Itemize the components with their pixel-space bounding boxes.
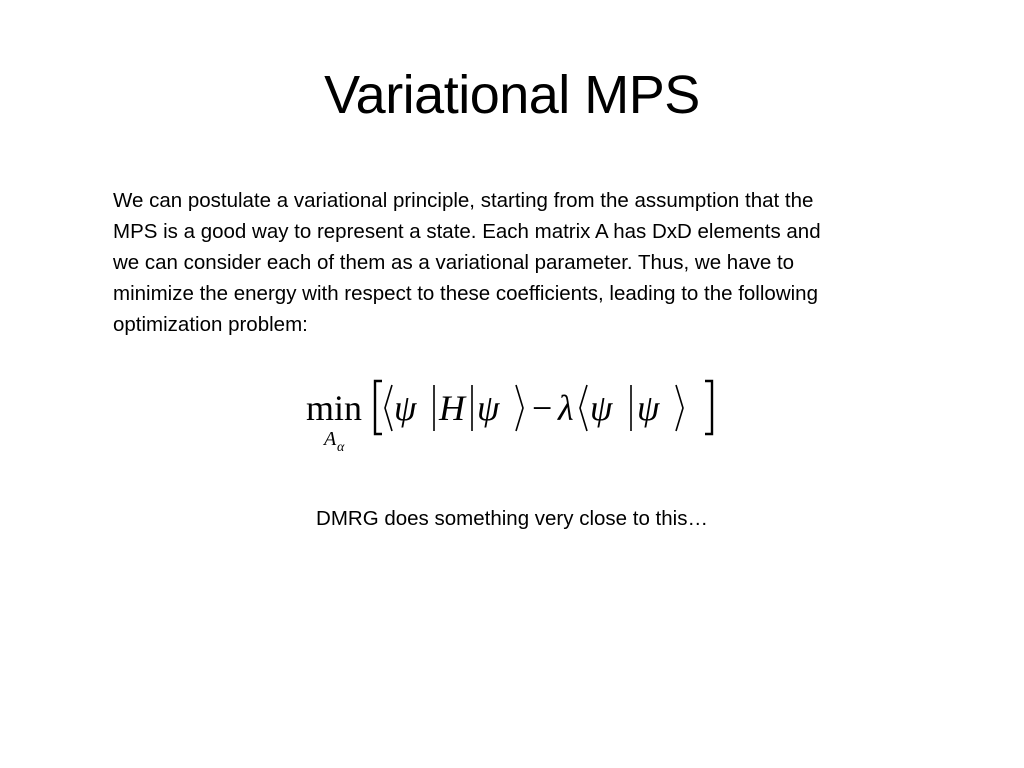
optimization-equation	[300, 368, 730, 463]
left-angle-1	[385, 385, 392, 431]
right-square-bracket	[705, 381, 712, 434]
eq-hamiltonian: H	[439, 388, 465, 428]
eq-psi-2: ψ	[477, 388, 500, 428]
left-square-bracket	[375, 381, 382, 434]
body-paragraph: We can postulate a variational principle, starting from the assumption that the MPS is a good way to represent a state. Each matrix A has DxD elements and we can consider each of them as a variational parameter. Thus, we have to minimize the energy with respect to these coefficients, leading to the following optimization problem:	[113, 189, 821, 336]
left-angle-2	[580, 385, 587, 431]
eq-min: min	[306, 388, 363, 428]
caption-text: DMRG does something very close to this…	[316, 507, 708, 530]
slide-title: Variational MPS	[324, 65, 700, 125]
eq-subscript-a: A	[324, 428, 337, 450]
eq-lambda: λ	[558, 388, 574, 428]
right-angle-2	[676, 385, 683, 431]
eq-psi-1: ψ	[394, 388, 417, 428]
right-angle-1	[516, 385, 523, 431]
eq-minus: −	[532, 388, 553, 428]
eq-psi-3: ψ	[590, 388, 613, 428]
eq-psi-4: ψ	[637, 388, 660, 428]
eq-subscript-alpha: α	[337, 440, 345, 455]
